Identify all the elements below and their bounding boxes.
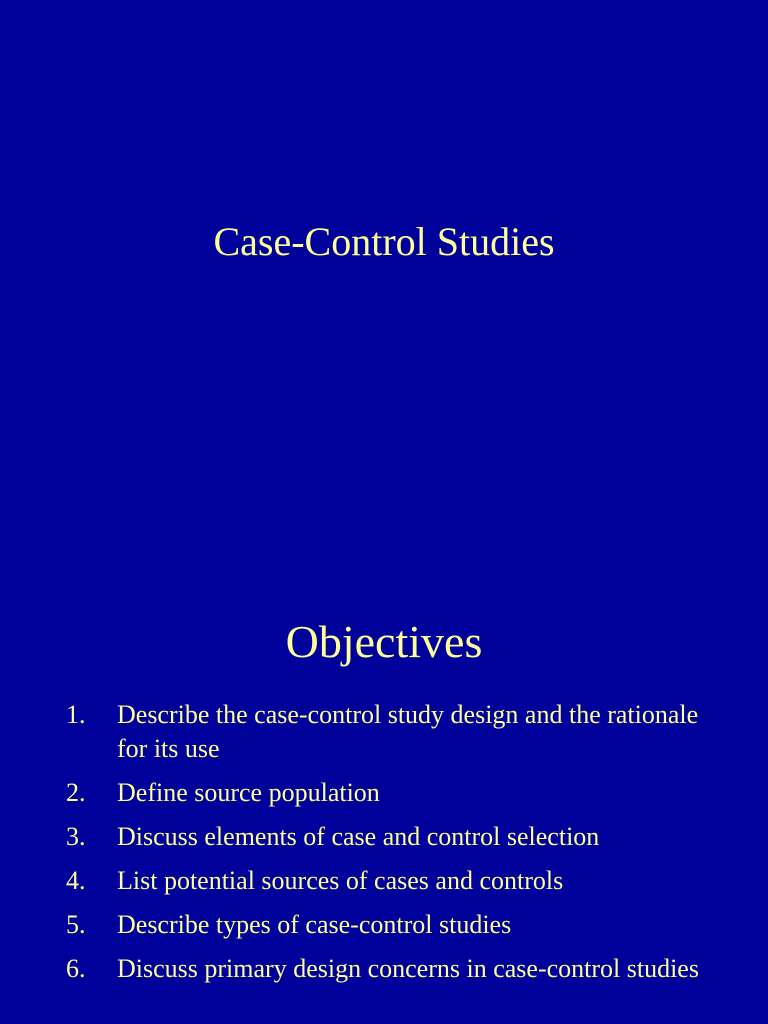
list-item	[0, 698, 768, 766]
slide-title: Case-Control Studies	[213, 219, 555, 264]
list-item-text: Discuss elements of case and control selection	[117, 822, 600, 851]
list-item-number: 5.	[66, 910, 86, 939]
list-item-number: 1.	[66, 700, 86, 729]
list-item	[0, 908, 768, 942]
list-item	[0, 776, 768, 810]
list-item-text: Describe the case-control study design and the rationale for its use	[117, 700, 699, 763]
list-item	[0, 952, 768, 986]
list-item-text: Define source population	[117, 778, 380, 807]
list-item-number: 2.	[66, 778, 86, 807]
list-item-number: 6.	[66, 954, 86, 983]
list-item	[0, 820, 768, 854]
list-item-number: 3.	[66, 822, 86, 851]
list-item-number: 4.	[66, 866, 86, 895]
list-item-text: Describe types of case-control studies	[117, 910, 512, 939]
list-item-text: List potential sources of cases and controls	[117, 866, 564, 895]
list-item	[0, 864, 768, 898]
objectives-list	[0, 698, 768, 996]
objectives-heading: Objectives	[285, 616, 483, 667]
list-item-text: Discuss primary design concerns in case-control studies	[117, 954, 699, 983]
